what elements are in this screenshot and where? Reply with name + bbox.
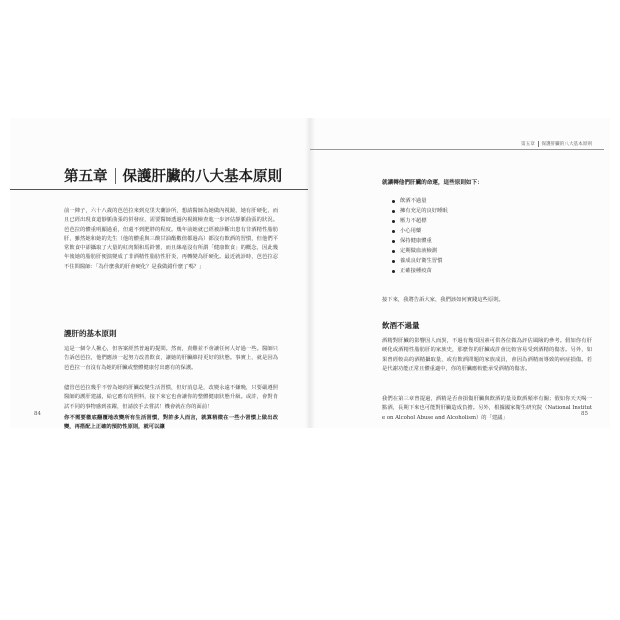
- list-item: 飲酒不過量: [392, 196, 448, 206]
- list-item: 養成良好衛生習慣: [392, 256, 448, 266]
- alcohol-paragraph-2: 我們在第三章曾提過，酒精是否會損傷肝臟與飲酒的量及飲酒頻率有關；假如你天天喝一點酒，長期下來也可能對肝臟造成負擔。另外，根據國家衛生研究院（National Institute on Alcohol Abuse and Alcoholism）的「建議」: [382, 396, 592, 421]
- alcohol-paragraph-1: 酒精對肝臟的影響因人而異，不過有幾項因素可供各位做為評估風險的參考。假如你有肝硬化或酒精性脂肪肝的家族史，那麼你的肝臟或許會比較容易受到酒精的傷害。另外，如果曾經較高的酒精攝取量，或有飲酒問題的家族成員，會因為酒精而導致的病症損傷。若是代謝功能正常且體重適中，你的肝臟應較能承受酒精的傷害。: [382, 338, 592, 372]
- running-head-chapter: 第五章: [521, 142, 535, 147]
- list-item: 擁有充足的良好睡眠: [392, 206, 448, 216]
- bullet-icon: [392, 260, 395, 263]
- bullet-icon: [392, 200, 395, 203]
- list-item: 正確接種疫苗: [392, 266, 448, 276]
- right-page: [310, 118, 610, 428]
- left-page: [10, 118, 308, 431]
- list-item: 小心用藥: [392, 226, 448, 236]
- closing-paragraph: 接下來，我將告訴大家，我們該如何實踐這些原則。: [382, 297, 504, 303]
- chapter-title: 保護肝臟的八大基本原則: [122, 169, 282, 185]
- bullet-icon: [392, 240, 395, 243]
- principles-intro: 就讓轉他們肝臟的命運，這些原則如下：: [382, 180, 483, 186]
- section-title-principles: 護肝的基本原則: [64, 329, 117, 338]
- list-item: 壓力不超標: [392, 216, 448, 226]
- bullet-icon: [392, 270, 395, 273]
- list-item: 定期做血液檢測: [392, 246, 448, 256]
- paragraph-3: 儘管芭芭拉幾乎不曾為她的肝臟改變生活習慣，但好消息是，改變永遠不嫌晚，只要嚴遵照醫師的護肝建議，給它應有的照料，接下來它也會讓你的整體健康狀態升級。或許，會對肯試不同的事物感到雀躍，但請放手去嘗試！機會就在你的面前！: [64, 385, 278, 410]
- running-head-rule: [310, 149, 604, 150]
- chapter-number: 第五章: [64, 169, 108, 185]
- chapter-rule: [10, 189, 308, 190]
- page-number: 85: [581, 411, 588, 417]
- running-head: [521, 141, 592, 147]
- book-spread: [10, 118, 610, 431]
- principles-list: [392, 196, 448, 276]
- intro-paragraph: 前一陣子，六十八歲的芭芭拉來到克里夫蘭診所，想請醫師為她做內視鏡，她有肝硬化，而且已經出現食道靜脈曲張的併發症，需要醫師透過內視鏡檢查進一步評估靜脈曲張的狀況。芭芭拉的體重明顯過重，但還不到肥胖的程度。幾年前她就已經被診斷出患有非酒精性脂肪肝，雖然她和她的先生（他的體重與三酸甘油酯數值都過高）都沒有飲酒的習慣，但他們平常飲食中卻攝取了大量的紅肉類和馬鈴薯，而且絲毫沒有所謂「健康飲食」的概念，因此幾年後她的脂肪肝便演變成了非酒精性脂肪性肝炎，再轉變為肝硬化。最近就診時，芭芭拉忍不住問醫師：「為什麼我的肝會硬化？是我做錯什麼了嗎？」: [64, 208, 278, 270]
- bullet-icon: [392, 230, 395, 233]
- section-title-alcohol: 飲酒不過量: [382, 321, 420, 330]
- bullet-icon: [392, 250, 395, 253]
- heading-divider: [115, 168, 116, 184]
- paragraph-2: 這是一個令人揪心，但客案經然普遍的提問。然而，責難並不會讓任何人好過一些。醫師只告訴芭芭拉，他們應該一起努力改善飲食，讓她的肝臟維持更好的狀態。事實上，就是因為芭芭拉一直沒有為她的肝臟或整體健康付出應有的保護。: [64, 346, 278, 371]
- running-head-title: 保護肝臟的八大基本原則: [541, 142, 592, 147]
- running-head-divider: [538, 141, 539, 147]
- paragraph-4: 你不需要徹底翻覆地改變所有生活習慣，對許多人而言，就算稍微在一些小習慣上做出改變，再搭配上正確的預防性原則，就可以讓: [64, 415, 278, 431]
- bullet-icon: [392, 210, 395, 213]
- page-number: 84: [34, 411, 41, 417]
- chapter-heading: [64, 165, 282, 186]
- list-item: 保持健康體重: [392, 236, 448, 246]
- bullet-icon: [392, 220, 395, 223]
